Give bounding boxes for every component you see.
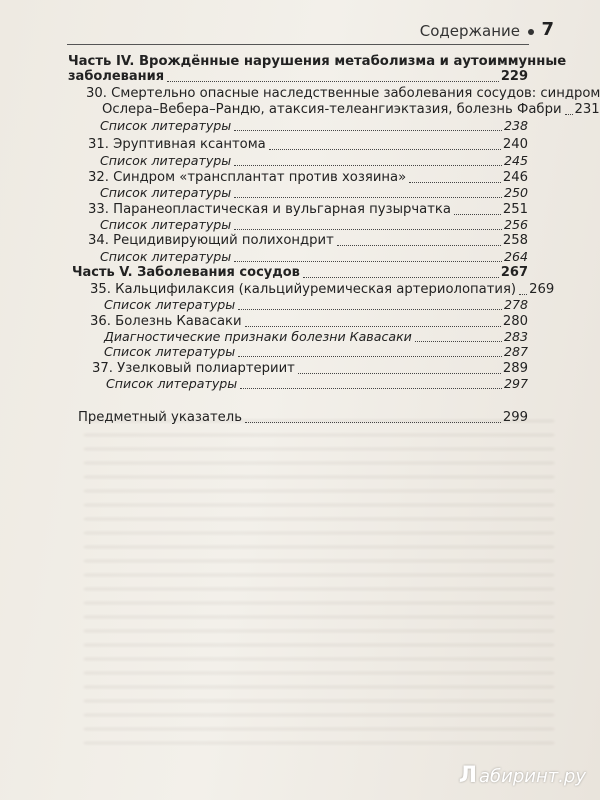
leader-dots: [337, 245, 501, 246]
toc-ch31-title: 31. Эруптивная ксантома: [88, 137, 266, 152]
toc-ch34-title: 34. Рецидивирующий полихондрит: [88, 233, 334, 248]
leader-dots: [269, 149, 501, 150]
toc-ch35-title: 35. Кальцифилаксия (кальцийуремическая артериолопатия): [90, 282, 517, 297]
watermark-text: абиринт.ру: [478, 766, 586, 787]
toc-lit33-title: Список литературы: [100, 217, 232, 232]
watermark: [459, 763, 586, 788]
toc-part5-page: 267: [500, 265, 528, 280]
toc-entry-lit37: [106, 375, 528, 393]
toc-ch36-title: 36. Болезнь Кавасаки: [90, 314, 242, 329]
toc-part4-page: 229: [500, 69, 528, 84]
toc-entry-index: [78, 409, 528, 427]
leader-dots: [245, 326, 501, 327]
toc-ch31-page: 240: [502, 137, 528, 152]
leader-dots: [234, 229, 502, 230]
toc-lit37-page: 297: [503, 376, 528, 391]
toc-ch32-title: 32. Синдром «трансплантат против хозяина»: [88, 170, 407, 185]
toc-lit34-title: Список литературы: [100, 249, 232, 264]
toc-lit30-title: Список литературы: [100, 118, 232, 133]
toc-index-title: Предметный указатель: [78, 410, 243, 425]
toc-lit30-page: 238: [503, 118, 528, 133]
toc-entry-lit32: [100, 184, 528, 202]
toc-lit36-title: Список литературы: [104, 344, 236, 359]
watermark-logo-icon: Л: [458, 763, 477, 788]
toc-entry-lit35: [104, 296, 528, 314]
toc-lit32-page: 250: [503, 185, 528, 200]
leader-dots: [565, 114, 573, 115]
toc-lit37-title: Список литературы: [106, 376, 238, 391]
leader-dots: [303, 277, 499, 278]
leader-dots: [234, 165, 502, 166]
toc-lit31-title: Список литературы: [100, 153, 232, 168]
toc-lit36-page: 287: [503, 344, 528, 359]
page-number: 7: [541, 19, 554, 40]
toc-lit35-title: Список литературы: [104, 297, 236, 312]
toc-lit32-title: Список литературы: [100, 185, 232, 200]
toc-ch35-page: 269: [529, 282, 555, 297]
toc-entry-part5: [72, 264, 528, 282]
toc-diag36-page: 283: [503, 329, 528, 344]
toc-ch32-page: 246: [502, 170, 528, 185]
leader-dots: [234, 130, 502, 131]
leader-dots: [519, 294, 527, 295]
leader-dots: [238, 309, 502, 310]
leader-dots: [409, 182, 501, 183]
leader-dots: [238, 356, 502, 357]
leader-dots: [415, 341, 502, 342]
ch30-title-line1: 30. Смертельно опасные наследственные заболевания сосудов: синдром: [86, 86, 600, 101]
toc-ch37-title: 37. Узелковый полиартериит: [92, 361, 295, 376]
leader-dots: [298, 373, 501, 374]
leader-dots: [454, 214, 501, 215]
toc-ch30-page: 231: [574, 102, 600, 117]
toc-entry-lit31: [100, 152, 528, 170]
toc-ch36-page: 280: [502, 314, 528, 329]
toc-ch34-page: 258: [502, 233, 528, 248]
running-header-title: Содержание: [419, 22, 520, 40]
leader-dots: [234, 261, 502, 262]
leader-dots: [167, 81, 499, 82]
leader-dots: [245, 422, 501, 423]
toc-lit35-page: 278: [503, 297, 528, 312]
toc-ch37-page: 289: [502, 361, 528, 376]
part4-title-line1: Часть IV. Врождённые нарушения метаболизма и аутоиммунные: [68, 54, 567, 69]
toc-ch33-page: 251: [502, 202, 528, 217]
toc-ch33-title: 33. Паранеопластическая и вульгарная пузырчатка: [88, 202, 451, 217]
leader-dots: [234, 197, 502, 198]
leader-dots: [240, 388, 502, 389]
toc-index-page: 299: [502, 410, 528, 425]
toc-lit31-page: 245: [503, 153, 528, 168]
toc-part4-title: заболевания: [68, 69, 165, 84]
toc-part5-title: Часть V. Заболевания сосудов: [72, 265, 300, 280]
toc-entry-lit30: [100, 117, 528, 135]
toc-lit34-page: 264: [503, 249, 528, 264]
toc-entry-part4: [68, 68, 528, 86]
toc-lit33-page: 256: [503, 217, 528, 232]
toc-entry-lit36: [104, 343, 528, 361]
toc-diag36-title: Диагностические признаки болезни Кавасаки: [104, 329, 412, 344]
toc-ch30-title: Ослера–Вебера–Рандю, атаксия-телеангиэктазия, болезнь Фабри: [102, 102, 562, 117]
